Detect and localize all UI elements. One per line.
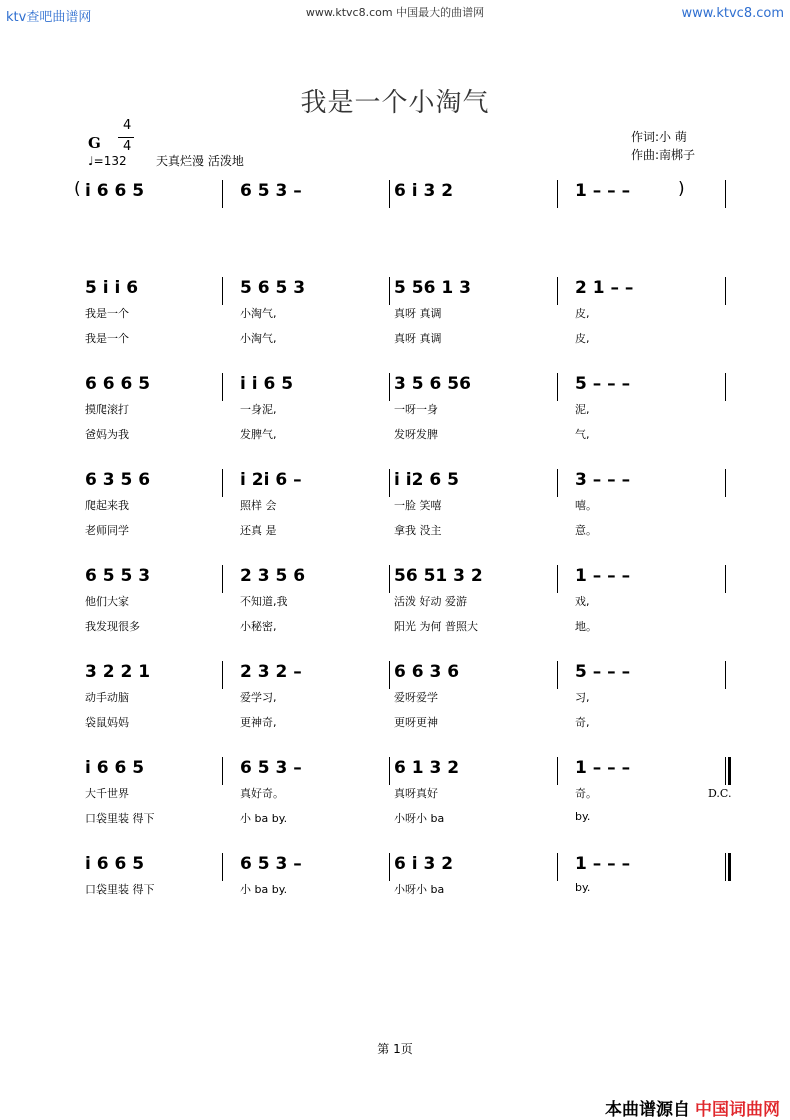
bar-line	[557, 757, 558, 785]
bar-line	[725, 277, 726, 305]
lyric-verse-1: 口袋里装 得下	[85, 883, 155, 896]
measure-notes: 2 3 2 –	[240, 662, 302, 682]
lyric-verse-1: 习,	[575, 691, 590, 704]
lyric-verse-1: 我是一个	[85, 307, 129, 320]
expression-marking: 天真烂漫 活泼地	[156, 154, 244, 168]
measure-notes: 3 – – –	[575, 470, 631, 490]
lyric-verse-1: by.	[575, 881, 591, 894]
measure-notes: 2 1 – –	[575, 278, 634, 298]
measure-notes: i 6 6 5	[85, 181, 145, 201]
measure-notes: 6 5 3 –	[240, 854, 302, 874]
song-title: 我是一个小淘气	[300, 88, 490, 118]
lyric-verse-1: 动手动脑	[85, 691, 129, 704]
lyric-verse-2: 口袋里装 得下	[85, 812, 155, 825]
bar-line	[222, 373, 223, 401]
measure-notes: i 2i 6 –	[240, 470, 302, 490]
lyric-verse-2: 袋鼠妈妈	[85, 716, 129, 729]
intro-open-paren: (	[74, 179, 81, 199]
bar-line	[222, 853, 223, 881]
lyric-verse-1: 活泼 好动 爱游	[394, 595, 467, 608]
site-banner: www.ktvc8.com 中国最大的曲谱网	[305, 6, 485, 19]
lyric-verse-2: 更神奇,	[240, 716, 277, 729]
lyric-verse-1: 小呀小 ba	[394, 883, 445, 896]
lyric-verse-1: 真呀 真调	[394, 307, 442, 320]
lyric-verse-2: by.	[575, 810, 591, 823]
lyric-verse-2: 气,	[575, 428, 590, 441]
bar-line	[389, 180, 390, 208]
lyric-verse-1: 摸爬滚打	[85, 403, 129, 416]
lyric-verse-2: 阳光 为何 普照大	[394, 620, 478, 633]
measure-notes: 56 51 3 2	[394, 566, 483, 586]
measure-notes: 6 3 5 6	[85, 470, 151, 490]
bar-line	[557, 373, 558, 401]
lyric-verse-2: 小 ba by.	[240, 812, 288, 825]
lyric-verse-2: 真呀 真调	[394, 332, 442, 345]
lyric-verse-2: 我是一个	[85, 332, 129, 345]
bar-line	[222, 565, 223, 593]
bar-line	[557, 853, 558, 881]
lyric-verse-1: 真呀真好	[394, 787, 438, 800]
lyric-verse-2: 皮,	[575, 332, 590, 345]
lyric-verse-1: 皮,	[575, 307, 590, 320]
lyric-verse-1: 大千世界	[85, 787, 129, 800]
key-signature: G	[88, 134, 101, 152]
measure-notes: 6 1 3 2	[394, 758, 460, 778]
measure-notes: 5 56 1 3	[394, 278, 471, 298]
measure-notes: 6 5 3 –	[240, 181, 302, 201]
bar-line	[389, 469, 390, 497]
final-bar-line	[728, 757, 731, 785]
bar-line	[725, 469, 726, 497]
lyric-verse-1: 泥,	[575, 403, 590, 416]
lyric-verse-1: 小淘气,	[240, 307, 277, 320]
time-signature-top: 4	[123, 118, 132, 133]
bar-line	[557, 661, 558, 689]
site-url-right: www.ktvc8.com	[681, 6, 784, 21]
lyric-verse-1: 爬起来我	[85, 499, 129, 512]
bar-line	[389, 757, 390, 785]
bar-line	[557, 565, 558, 593]
site-logo-left: ktv查吧曲谱网	[6, 10, 92, 25]
lyricist-credit: 作词:小 萌	[631, 130, 687, 144]
lyric-verse-2: 奇,	[575, 716, 590, 729]
lyric-verse-1: 不知道,我	[240, 595, 288, 608]
bar-line	[725, 853, 726, 881]
measure-notes: i i 6 5	[240, 374, 294, 394]
measure-notes: 5 6 5 3	[240, 278, 306, 298]
measure-notes: 3 5 6 56	[394, 374, 471, 394]
bar-line	[725, 565, 726, 593]
measure-notes: 2 3 5 6	[240, 566, 306, 586]
measure-notes: i 6 6 5	[85, 758, 145, 778]
lyric-verse-1: 他们大家	[85, 595, 129, 608]
measure-notes: 6 6 3 6	[394, 662, 460, 682]
lyric-verse-2: 发呀发脾	[394, 428, 438, 441]
bar-line	[557, 277, 558, 305]
lyric-verse-1: 真好奇。	[240, 787, 284, 800]
lyric-verse-1: 一呀一身	[394, 403, 438, 416]
lyric-verse-2: 还真 是	[240, 524, 277, 537]
bar-line	[725, 180, 726, 208]
da-capo-marking: D.C.	[708, 787, 732, 800]
source-site: 中国词曲网	[695, 1100, 780, 1120]
final-bar-line	[728, 853, 731, 881]
lyric-verse-2: 小秘密,	[240, 620, 277, 633]
bar-line	[389, 373, 390, 401]
lyric-verse-1: 爱学习,	[240, 691, 277, 704]
measure-notes: 1 – – –	[575, 566, 631, 586]
time-signature-divider	[118, 137, 134, 138]
lyric-verse-2: 小呀小 ba	[394, 812, 445, 825]
lyric-verse-1: 小 ba by.	[240, 883, 288, 896]
lyric-verse-1: 一身泥,	[240, 403, 277, 416]
bar-line	[389, 565, 390, 593]
measure-notes: 6 6 6 5	[85, 374, 151, 394]
lyric-verse-1: 照样 会	[240, 499, 277, 512]
composer-credit: 作曲:南梆子	[631, 148, 696, 162]
tempo-value: =132	[93, 154, 127, 168]
lyric-verse-2: 地。	[575, 620, 597, 633]
measure-notes: 6 5 5 3	[85, 566, 151, 586]
bar-line	[389, 277, 390, 305]
lyric-verse-1: 戏,	[575, 595, 590, 608]
bar-line	[222, 469, 223, 497]
bar-line	[557, 180, 558, 208]
bar-line	[222, 757, 223, 785]
measure-notes: 3 2 2 1	[85, 662, 151, 682]
lyric-verse-2: 更呀更神	[394, 716, 438, 729]
bar-line	[222, 661, 223, 689]
measure-notes: 1 – – –	[575, 854, 631, 874]
lyric-verse-2: 老师同学	[85, 524, 129, 537]
bar-line	[389, 661, 390, 689]
measure-notes: 1 – – –	[575, 758, 631, 778]
lyric-verse-1: 嘻。	[575, 499, 597, 512]
bar-line	[725, 373, 726, 401]
lyric-verse-2: 发脾气,	[240, 428, 277, 441]
measure-notes: i 6 6 5	[85, 854, 145, 874]
measure-notes: 5 – – –	[575, 374, 631, 394]
tempo-marking: ♩=132	[88, 154, 127, 168]
bar-line	[222, 180, 223, 208]
intro-close-paren: )	[678, 179, 685, 199]
lyric-verse-2: 爸妈为我	[85, 428, 129, 441]
lyric-verse-2: 小淘气,	[240, 332, 277, 345]
lyric-verse-1: 一脸 笑嘻	[394, 499, 442, 512]
measure-notes: 6 i 3 2	[394, 854, 454, 874]
measure-notes: i i2 6 5	[394, 470, 459, 490]
lyric-verse-2: 拿我 没主	[394, 524, 442, 537]
lyric-verse-1: 奇。	[575, 787, 597, 800]
bar-line	[222, 277, 223, 305]
lyric-verse-2: 我发现很多	[85, 620, 140, 633]
bar-line	[557, 469, 558, 497]
measure-notes: 5 i i 6	[85, 278, 139, 298]
bar-line	[725, 661, 726, 689]
measure-notes: 5 – – –	[575, 662, 631, 682]
measure-notes: 6 i 3 2	[394, 181, 454, 201]
page-number: 第 1页	[377, 1042, 413, 1056]
measure-notes: 6 5 3 –	[240, 758, 302, 778]
source-label: 本曲谱源自	[605, 1100, 690, 1120]
lyric-verse-1: 爱呀爱学	[394, 691, 438, 704]
bar-line	[389, 853, 390, 881]
bar-line	[725, 757, 726, 785]
measure-notes: 1 – – –	[575, 181, 631, 201]
time-signature-bottom: 4	[123, 139, 132, 154]
lyric-verse-2: 意。	[575, 524, 597, 537]
